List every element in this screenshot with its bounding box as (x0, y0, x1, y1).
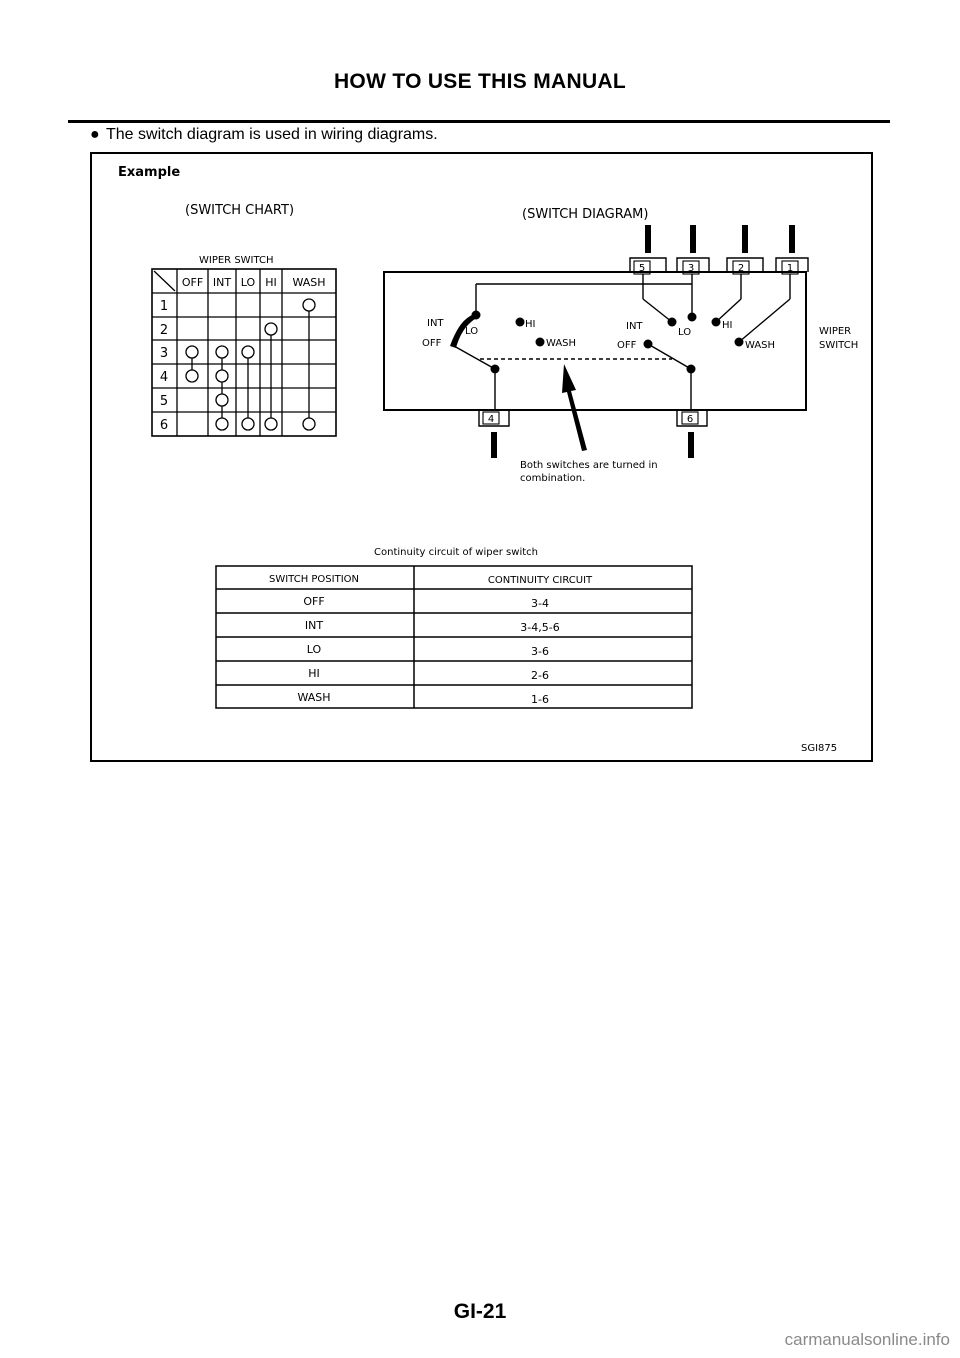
table-row-position: HI (308, 667, 320, 680)
chart-row-5: 5 (159, 394, 169, 409)
right-hi-label: HI (722, 320, 733, 331)
connector-3-label: 3 (687, 263, 695, 274)
page-header-title: HOW TO USE THIS MANUAL (333, 70, 627, 93)
table-row-circuit: 3-4 (531, 597, 549, 610)
annotation-line-2: combination. (520, 473, 586, 484)
table-row-circuit: 1-6 (531, 693, 549, 706)
bullet-icon: ● (90, 126, 100, 143)
table-header-position: SWITCH POSITION (269, 574, 359, 585)
chart-col-hi: HI (265, 276, 277, 289)
table-row-circuit: 3-6 (531, 645, 549, 658)
figure-code: SGI875 (801, 743, 838, 754)
table-header-circuit: CONTINUITY CIRCUIT (487, 575, 593, 586)
chart-caption: WIPER SWITCH (199, 255, 274, 266)
connector-6-label: 6 (686, 414, 694, 425)
side-label-wiper: WIPER (819, 326, 852, 337)
connector-2-label: 2 (737, 263, 745, 274)
connector-5-label: 5 (638, 263, 646, 274)
table-row-position: OFF (303, 595, 325, 608)
left-int-label: INT (427, 318, 444, 329)
page-number: GI-21 (453, 1300, 507, 1323)
right-lo-label: LO (678, 327, 692, 338)
chart-row-6: 6 (159, 418, 169, 433)
chart-row-4: 4 (159, 370, 169, 385)
table-row-circuit: 2-6 (531, 669, 549, 682)
table-row-circuit: 3-4,5-6 (520, 621, 560, 634)
left-lo-label: LO (465, 326, 479, 337)
example-label: Example (118, 165, 181, 180)
watermark: carmanualsonline.info (784, 1330, 950, 1349)
chart-row-2: 2 (159, 323, 169, 338)
chart-title: (SWITCH CHART) (185, 203, 295, 218)
side-label-switch: SWITCH (819, 340, 859, 351)
annotation-line-1: Both switches are turned in (520, 460, 658, 471)
diagram-title: (SWITCH DIAGRAM) (522, 207, 649, 222)
header-rule (68, 120, 890, 123)
switch-chart (152, 255, 336, 436)
annotation-arrow (562, 364, 587, 451)
table-title: Continuity circuit of wiper switch (374, 547, 538, 558)
chart-row-1: 1 (159, 299, 169, 314)
figure-svg (92, 154, 871, 760)
chart-col-int: INT (212, 276, 232, 289)
right-off-label: OFF (617, 340, 637, 351)
connector-4-label: 4 (487, 414, 495, 425)
switch-contacts (450, 311, 744, 374)
chart-row-3: 3 (159, 346, 169, 361)
left-off-label: OFF (422, 338, 442, 349)
connector-1-label: 1 (786, 263, 794, 274)
right-int-label: INT (626, 321, 643, 332)
left-hi-label: HI (525, 319, 536, 330)
continuity-table (216, 547, 692, 708)
table-row-position: INT (304, 619, 324, 632)
table-row-position: WASH (297, 691, 331, 704)
chart-col-off: OFF (181, 276, 204, 289)
right-wash-label: WASH (745, 340, 776, 351)
chart-col-wash: WASH (292, 276, 326, 289)
left-wash-label: WASH (546, 338, 577, 349)
switch-diagram (384, 225, 858, 484)
bullet-item (90, 126, 438, 144)
bullet-text: The switch diagram is used in wiring diagrams. (106, 126, 438, 143)
table-row-position: LO (306, 643, 322, 656)
chart-col-lo: LO (240, 276, 256, 289)
figure-box (90, 152, 873, 762)
